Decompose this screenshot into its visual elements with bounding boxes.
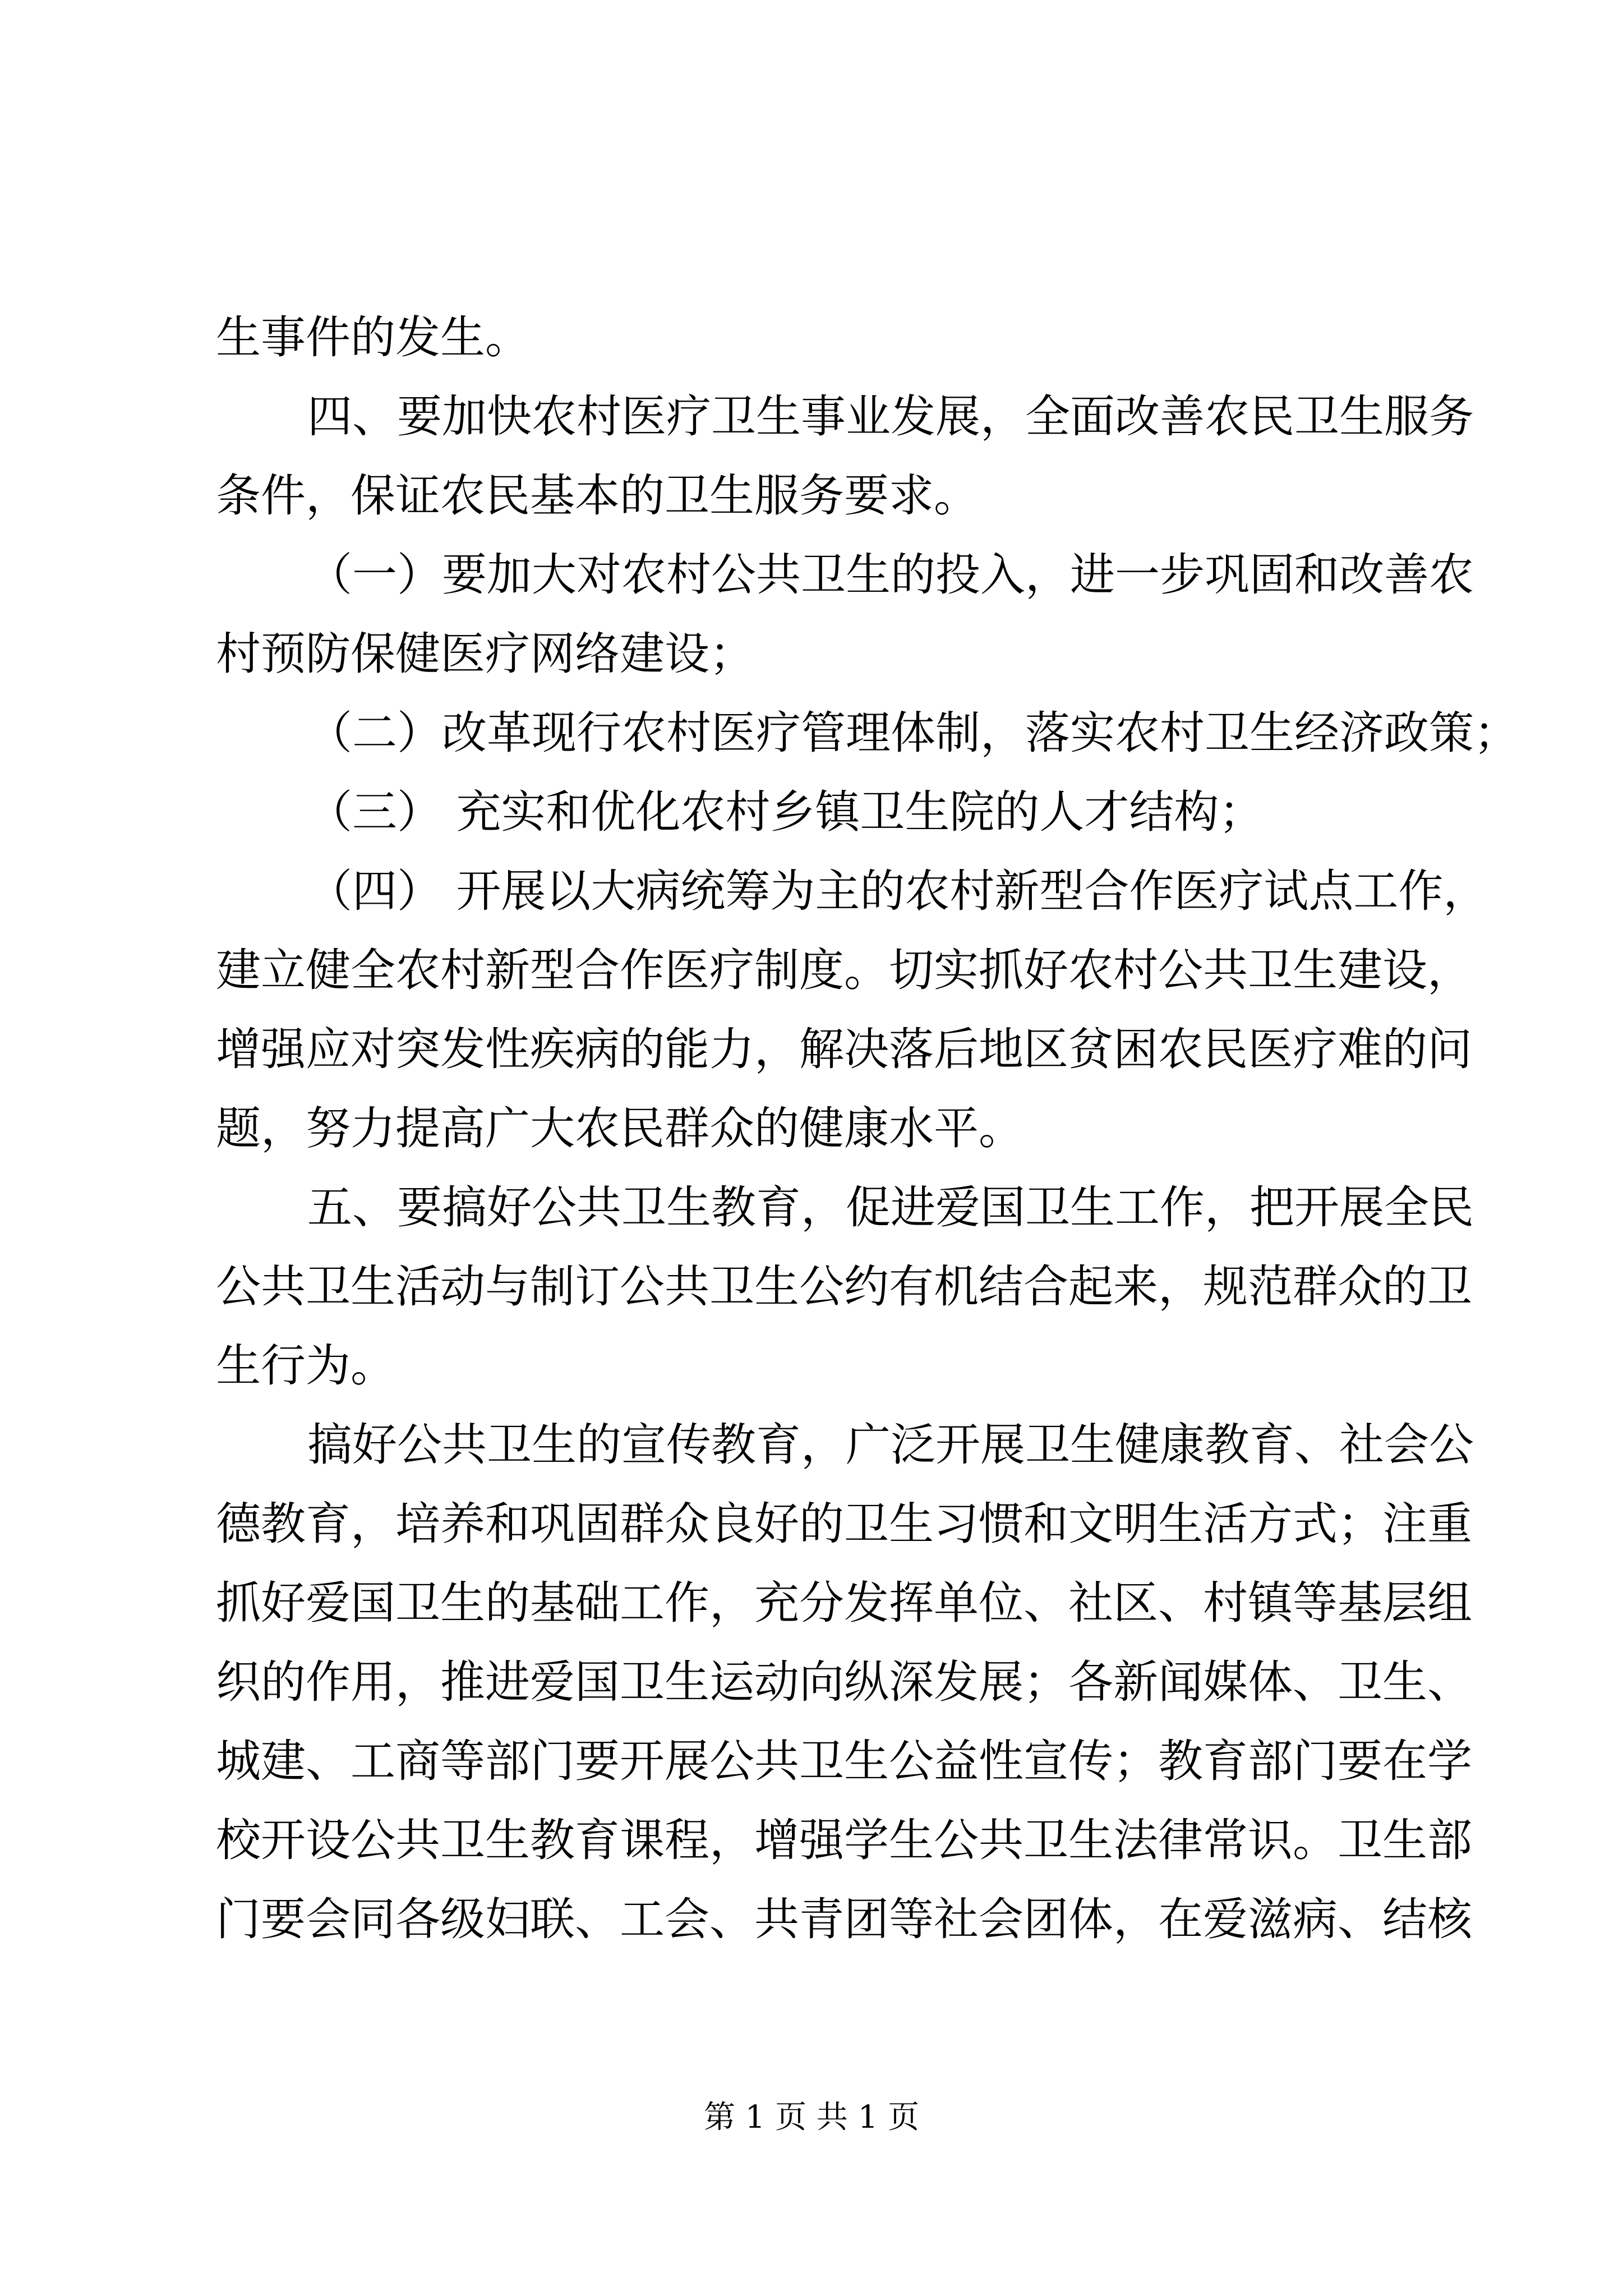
text-line: 村预防保健医疗网络建设； (216, 628, 754, 680)
text-line: 五、要搞好公共卫生教育，促进爱国卫生工作，把开展全民 (307, 1181, 1474, 1234)
text-line: 生行为。 (216, 1340, 395, 1392)
text-line: 四、要加快农村医疗卫生事业发展，全面改善农民卫生服务 (307, 390, 1474, 443)
text-line: 校开设公共卫生教育课程，增强学生公共卫生法律常识。卫生部 (216, 1814, 1472, 1866)
text-line: 搞好公共卫生的宣传教育，广泛开展卫生健康教育、社会公 (307, 1419, 1474, 1471)
text-line: 公共卫生活动与制订公共卫生公约有机结合起来，规范群众的卫 (216, 1260, 1472, 1313)
text-line: （二）改革现行农村医疗管理体制，落实农村卫生经济政策； (307, 707, 1519, 759)
text-line: 德教育，培养和巩固群众良好的卫生习惯和文明生活方式；注重 (216, 1498, 1472, 1550)
text-line: 建立健全农村新型合作医疗制度。切实抓好农村公共卫生建设， (216, 944, 1472, 996)
text-line: 条件，保证农民基本的卫生服务要求。 (216, 470, 979, 522)
text-line: 生事件的发生。 (216, 311, 530, 364)
text-line: 门要会同各级妇联、工会、共青团等社会团体，在爱滋病、结核 (216, 1893, 1472, 1945)
text-line: 城建、工商等部门要开展公共卫生公益性宣传；教育部门要在学 (216, 1735, 1472, 1787)
text-line: 题，努力提高广大农民群众的健康水平。 (216, 1102, 1023, 1154)
text-line: 抓好爱国卫生的基础工作，充分发挥单位、社区、村镇等基层组 (216, 1577, 1472, 1629)
text-line: 增强应对突发性疾病的能力，解决落后地区贫困农民医疗难的问 (216, 1023, 1472, 1075)
text-line: （三） 充实和优化农村乡镇卫生院的人才结构； (307, 786, 1264, 838)
text-line: （一）要加大对农村公共卫生的投入，进一步巩固和改善农 (307, 549, 1474, 601)
text-line: （四） 开展以大病统筹为主的农村新型合作医疗试点工作， (307, 865, 1488, 917)
page-footer: 第 1 页 共 1 页 (703, 2099, 920, 2136)
text-line: 织的作用，推进爱国卫生运动向纵深发展；各新闻媒体、卫生、 (216, 1656, 1472, 1708)
